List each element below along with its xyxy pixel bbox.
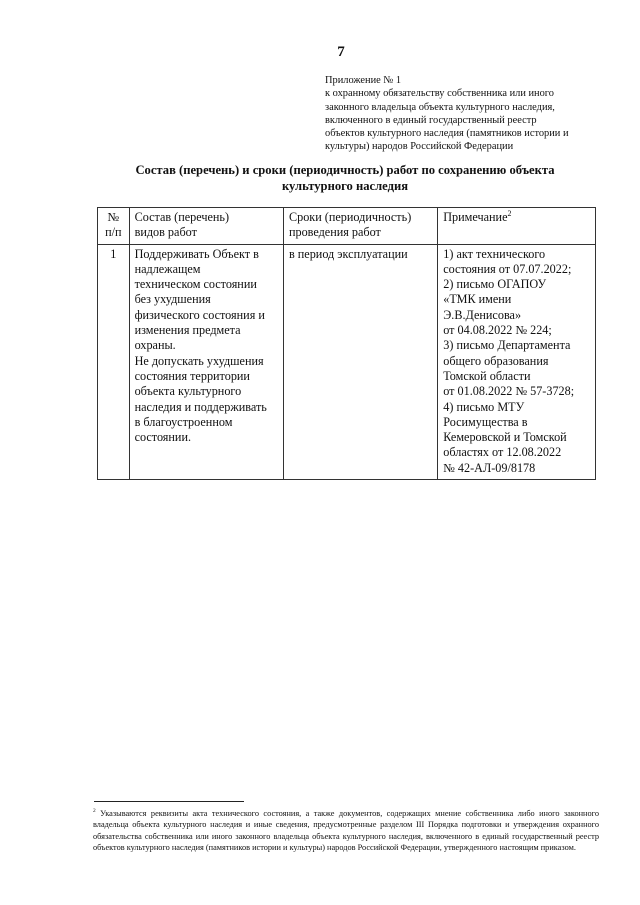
header-number [98,208,130,245]
appendix-line: включенного в единый государственный реестр [325,114,537,126]
works-line: Не допускать ухудшения [134,353,264,368]
appendix-line: к охранному обязательству собственника или иного [325,88,554,100]
works-line: в благоустроенном [134,414,233,429]
notes-line: 3) письмо Департамента [443,338,571,353]
header-terms-line2: проведения работ [288,225,381,240]
works-line: физического состояния и [134,307,265,322]
notes-line: от 04.08.2022 № 224; [443,323,552,338]
document-title [110,163,580,194]
footnote-reference[interactable]: 2 [507,208,512,218]
works-table [97,207,596,480]
works-line: изменения предмета [134,323,241,338]
table-row [98,244,596,479]
row-notes [438,244,596,479]
appendix-line: объектов культурного наследия (памятников истории и [325,128,569,140]
works-line: объекта культурного [134,384,242,399]
works-line: состояния территории [134,368,250,383]
header-notes [438,208,596,245]
header-number-line1: № [107,210,120,224]
page-number: 7 [337,44,345,60]
row-number: 1 [98,244,130,479]
works-line: Поддерживать Объект в [134,246,259,261]
notes-line: Э.В.Денисова» [443,307,522,322]
appendix-line: законного владельца объекта культурного наследия, [325,101,555,113]
works-line: наследия и поддерживать [134,399,267,414]
appendix-line: Приложение № 1 [325,75,402,86]
works-line: техническом состоянии [134,277,257,292]
works-line: надлежащем [134,261,201,276]
notes-line: от 01.08.2022 № 57-3728; [443,384,575,399]
header-terms [283,208,437,245]
header-number-line2: п/п [105,225,122,240]
notes-line: 2) письмо ОГАПОУ [443,277,547,292]
table-header-row [98,208,596,245]
title-line-1: Состав (перечень) и сроки (периодичность) работ по сохранению объекта [135,163,555,177]
notes-line: областях от 12.08.2022 [443,445,562,460]
notes-line: общего образования [443,353,549,368]
notes-line: Кемеровской и Томской [443,430,567,445]
notes-line: № 42-АЛ-09/8178 [443,460,536,475]
header-works [129,208,283,245]
notes-line: 4) письмо МТУ [443,399,525,414]
notes-line: Росимущества в [443,414,528,429]
header-works-line2: видов работ [134,225,197,240]
header-terms-line1: Сроки (периодичность) [288,210,412,224]
notes-line: Томской области [443,368,531,383]
notes-line: «ТМК имени [443,292,512,307]
footnote-text: Указываются реквизиты акта технического состояния, а также документов, содержащих мнение собственника либо иного законного владельца объекта культурного наследия и иные сведения, предусмотренные разделом III Порядка подготовки и утверждения охранного обязательства собственника или иного законного владельца объекта культурного наследия, включенного в единый государственный реестр объектов культурного наследия (памятников истории и культуры) народов Российской Федерации, утвержденного настоящим приказом. [93,809,599,852]
row-works [129,244,283,479]
works-line: охраны. [134,338,176,353]
row-terms: в период эксплуатации [283,244,437,479]
header-works-line1: Состав (перечень) [134,210,230,224]
appendix-line: культуры) народов Российской Федерации [325,141,514,153]
footnote-mark: 2 [93,808,96,815]
notes-line: 1) акт технического [443,246,546,261]
works-line: без ухудшения [134,292,211,307]
footnote-divider [94,801,244,802]
appendix-header [325,74,600,154]
header-notes-label: Примечание [443,210,508,224]
footnote [93,808,599,853]
title-line-2: культурного наследия [281,178,409,193]
works-line: состоянии. [134,430,192,445]
notes-line: состояния от 07.07.2022; [443,261,572,276]
